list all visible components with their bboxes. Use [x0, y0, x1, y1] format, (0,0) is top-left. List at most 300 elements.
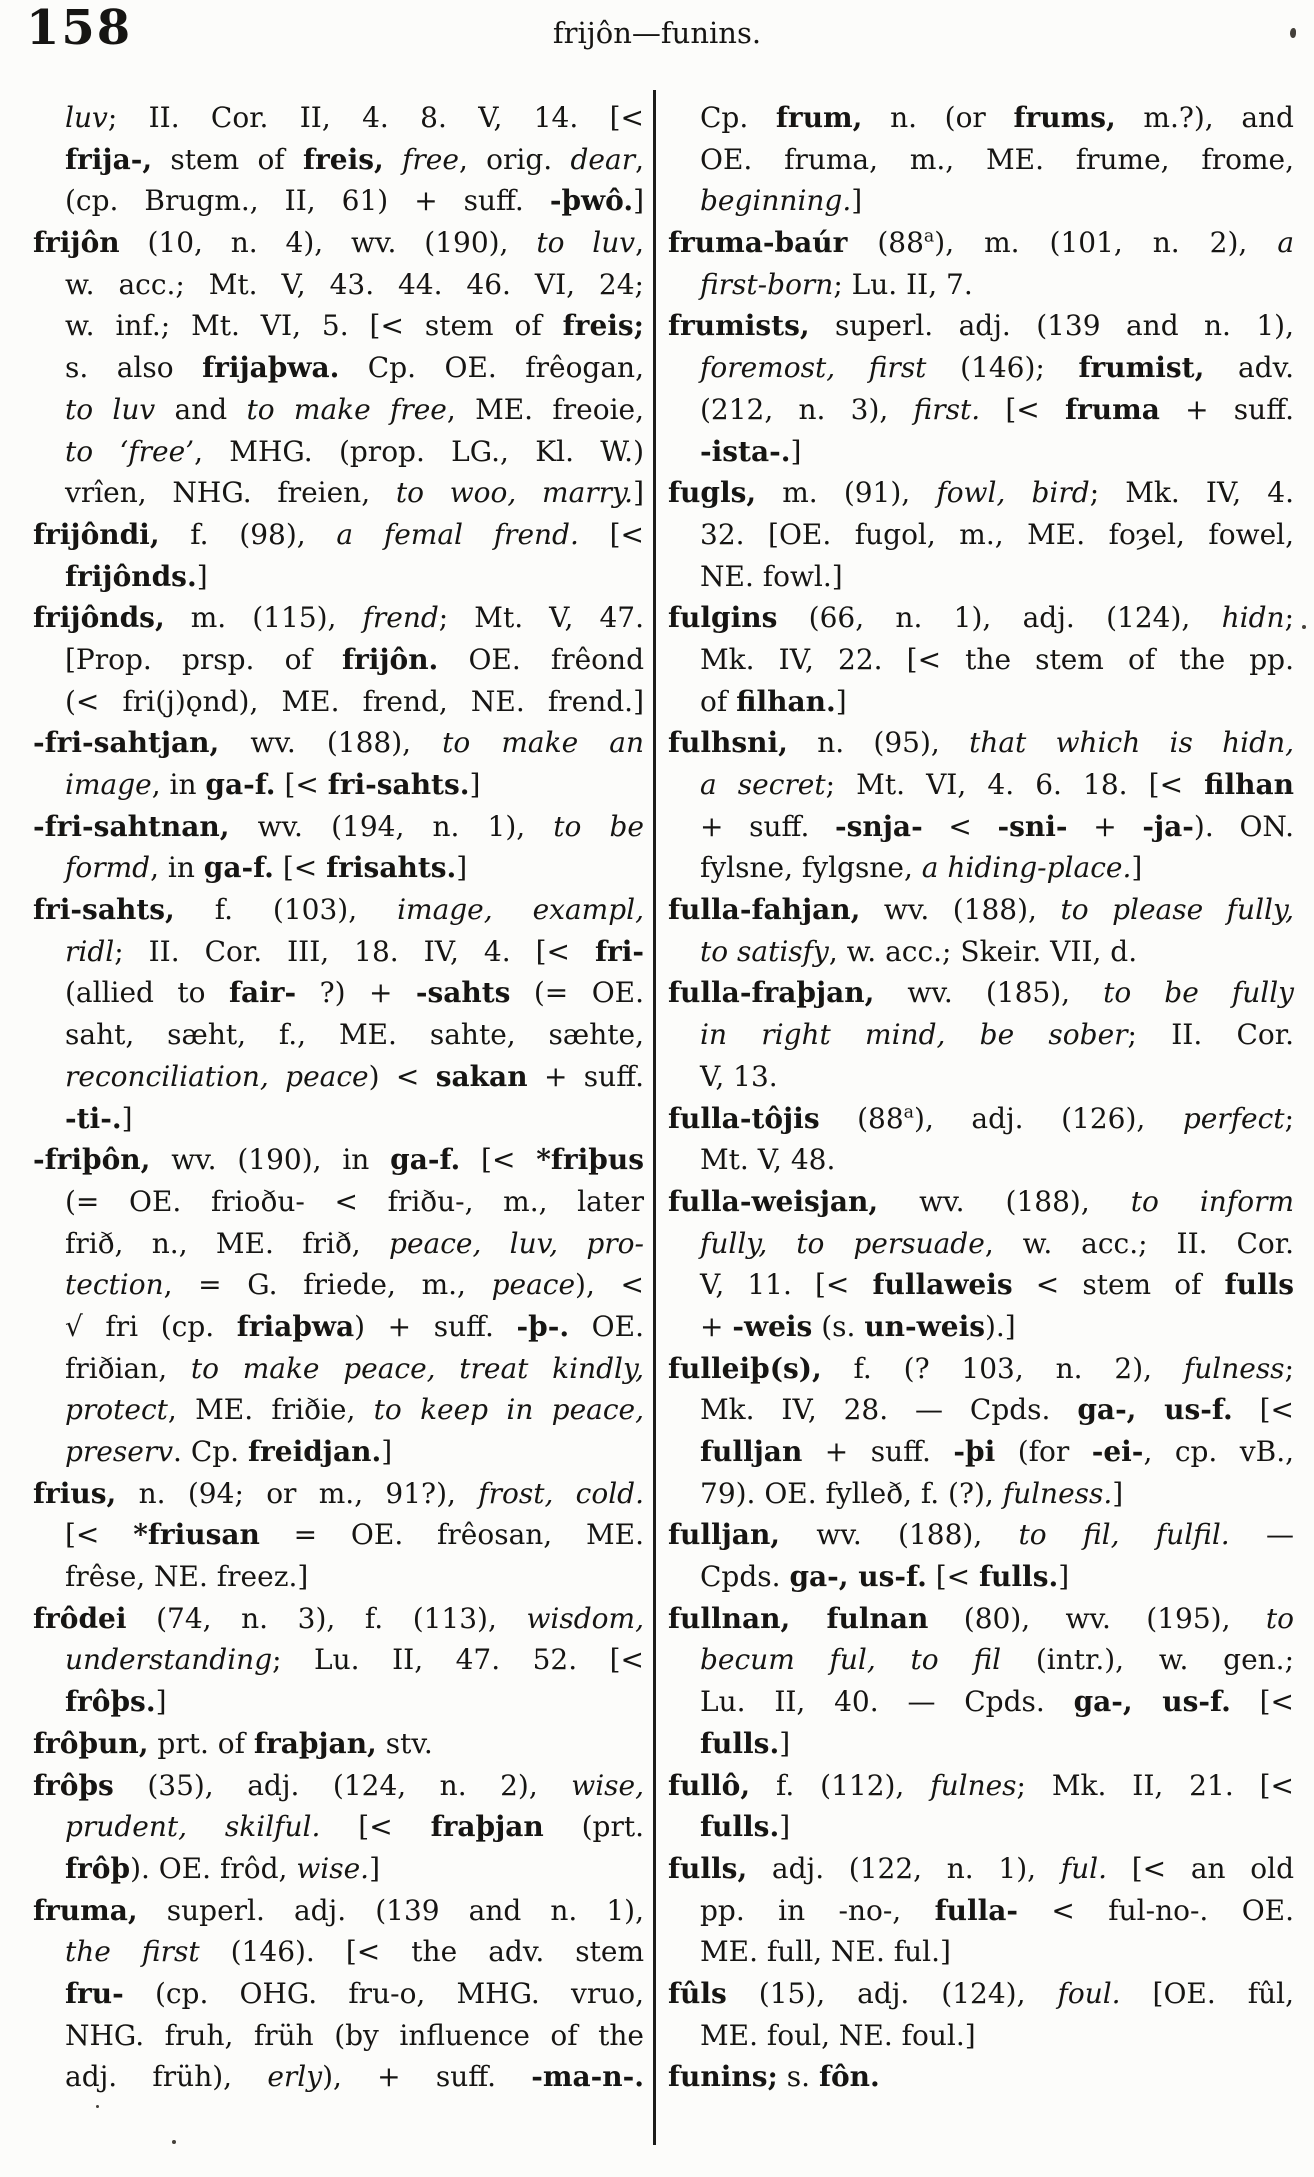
body-text: ), <	[575, 1268, 644, 1302]
body-text: ,	[635, 226, 644, 260]
dictionary-line	[668, 1473, 1294, 1515]
dictionary-line	[668, 639, 1294, 681]
body-text: Mt. V, 48.	[700, 1143, 836, 1177]
column-divider-rule	[653, 90, 656, 2145]
dictionary-line	[33, 1556, 644, 1598]
headword-or-bold-text: -ei-	[1091, 1435, 1144, 1468]
gloss-italic-text: a secret	[700, 768, 826, 801]
body-text: ), m. (101, n. 2),	[934, 226, 1278, 260]
body-text: n. (94; or m., 91?),	[116, 1476, 479, 1510]
gloss-italic-text: reconciliation, peace	[65, 1059, 369, 1093]
body-text: [<	[1232, 1393, 1294, 1427]
gloss-italic-text: fulnes	[930, 1768, 1017, 1802]
gloss-italic-text: to ‘free’	[65, 434, 195, 468]
gloss-italic-text: dear	[570, 142, 636, 176]
gloss-italic-text: to please fully,	[1060, 893, 1294, 927]
body-text: pp. in -no-,	[700, 1893, 935, 1927]
dictionary-line	[33, 472, 644, 514]
body-text: wv. (188),	[860, 893, 1061, 927]
dictionary-line	[33, 1723, 644, 1765]
body-text: ]	[779, 1726, 791, 1760]
headword-or-bold-text: fulla-tôjis	[668, 1101, 820, 1135]
headword-or-bold-text: fruma-baúr	[668, 226, 848, 260]
dictionary-line	[668, 1223, 1294, 1265]
body-text: , orig.	[458, 142, 571, 176]
headword-or-bold-text: frôþun,	[33, 1726, 149, 1760]
dictionary-line	[668, 97, 1294, 139]
body-text: wv. (188),	[878, 1184, 1131, 1218]
gloss-italic-text: image, exampl,	[397, 893, 644, 927]
body-text: [<	[320, 1810, 431, 1844]
gloss-italic-text: a hiding-place.	[921, 851, 1132, 885]
body-text: , ME. freoie,	[446, 392, 644, 426]
headword-or-bold-text: frijônds,	[33, 601, 165, 635]
headword-or-bold-text: frumists,	[668, 309, 810, 343]
gloss-italic-text: fulness	[1183, 1351, 1285, 1385]
headword-or-bold-text: -sahts	[415, 976, 511, 1010]
gloss-italic-text: wisdom,	[526, 1601, 644, 1635]
body-text: ). OE. frôd,	[130, 1851, 297, 1885]
body-text: n. (or	[862, 101, 1014, 134]
dictionary-line	[33, 1639, 644, 1681]
scan-speck	[1302, 625, 1306, 629]
headword-or-bold-text: funins;	[668, 2060, 778, 2094]
body-text: and	[155, 392, 247, 426]
body-text: (< fri(j)ǫnd), ME. frend, NE. frend.]	[65, 684, 644, 718]
body-text: ]	[121, 1101, 133, 1135]
headword-or-bold-text: fulls.	[700, 1810, 780, 1844]
dictionary-line	[668, 1014, 1294, 1056]
body-text: wv. (188),	[780, 1518, 1019, 1552]
body-text: [<	[578, 517, 644, 551]
body-text: (15), adj. (124),	[726, 1976, 1058, 2010]
gloss-italic-text: the first	[65, 1935, 200, 1969]
gloss-italic-text: to keep in peace,	[373, 1393, 644, 1427]
dictionary-line	[668, 431, 1294, 473]
body-text: (for	[995, 1435, 1092, 1468]
headword-or-bold-text: fraþjan	[430, 1810, 544, 1844]
gloss-italic-text: ful.	[1060, 1851, 1108, 1885]
gloss-italic-text: to satisfy	[700, 934, 829, 968]
gloss-italic-text: a femal frend.	[336, 517, 579, 551]
gloss-italic-text: to make free	[246, 392, 447, 426]
body-text: (212, n. 3),	[700, 392, 914, 426]
gloss-italic-text: to be	[553, 809, 644, 843]
body-text: a	[923, 226, 935, 247]
dictionary-line	[668, 472, 1294, 514]
dictionary-line	[33, 139, 644, 181]
headword-or-bold-text: fruma,	[33, 1893, 138, 1927]
headword-or-bold-text: frijôn	[33, 226, 120, 260]
body-text: wv. (185),	[874, 976, 1104, 1010]
body-text: Mk. IV, 28. — Cpds.	[700, 1393, 1078, 1427]
dictionary-line	[668, 305, 1294, 347]
headword-or-bold-text: -weis	[732, 1309, 813, 1343]
dictionary-line	[668, 931, 1294, 973]
body-text: (146);	[926, 351, 1079, 385]
dictionary-line	[668, 222, 1294, 264]
dictionary-line	[668, 1306, 1294, 1348]
body-text: (s.	[812, 1309, 865, 1343]
body-text: wv. (194, n. 1),	[229, 809, 554, 843]
body-text: fylsne, fylgsne,	[700, 851, 922, 885]
body-text: , w. acc.; II. Cor.	[984, 1226, 1295, 1260]
body-text: ; Mk. II, 21. [<	[1016, 1768, 1294, 1802]
dictionary-line	[668, 1348, 1294, 1390]
body-text: ; Mt. VI, 4. 6. 18. [<	[825, 768, 1205, 801]
dictionary-line	[668, 806, 1294, 848]
column-left	[33, 97, 644, 2098]
dictionary-line	[668, 1723, 1294, 1765]
body-text: ; Mk. IV, 4.	[1089, 476, 1295, 510]
headword-or-bold-text: fullaweis	[872, 1268, 1013, 1302]
body-text: ; II. Cor. III, 18. IV, 4. [<	[114, 934, 595, 968]
gloss-italic-text: to luv	[536, 226, 636, 260]
gloss-italic-text: to make an	[442, 726, 644, 760]
body-text: ]	[779, 1810, 791, 1844]
dictionary-line	[33, 847, 644, 889]
gloss-italic-text: to woo, marry.	[395, 476, 634, 510]
gloss-italic-text: that which is hidn,	[969, 726, 1294, 760]
body-text: , ME. friðie,	[167, 1393, 374, 1427]
dictionary-line	[668, 1848, 1294, 1890]
body-text: OE.	[569, 1309, 644, 1343]
dictionary-line	[33, 1139, 644, 1181]
body-text: 32. [OE. fugol, m., ME. foȝel, fowel,	[700, 517, 1294, 551]
headword-or-bold-text: fugls,	[668, 476, 757, 510]
gloss-italic-text: free	[402, 142, 459, 176]
dictionary-line	[668, 1931, 1294, 1973]
body-text: (146). [< the adv. stem	[199, 1935, 644, 1969]
body-text: s.	[777, 2060, 819, 2094]
headword-or-bold-text: -þi	[953, 1435, 996, 1468]
headword-or-bold-text: frumist,	[1078, 351, 1205, 385]
body-text: ; II. Cor.	[1127, 1018, 1294, 1052]
dictionary-line	[668, 1681, 1294, 1723]
gloss-italic-text: fulness.	[1002, 1476, 1113, 1510]
body-text: superl. adj. (139 and n. 1),	[809, 309, 1294, 343]
body-text: ;	[1284, 1101, 1294, 1135]
headword-or-bold-text: filhan.	[736, 684, 836, 718]
body-text: ,	[635, 142, 644, 176]
dictionary-line	[668, 681, 1294, 723]
body-text: < stem of	[1012, 1268, 1225, 1302]
gloss-italic-text: frost, cold.	[478, 1476, 644, 1510]
gloss-italic-text: wise,	[571, 1768, 644, 1802]
body-text: [<	[1230, 1685, 1294, 1719]
body-text: frið, n., ME. frið,	[65, 1226, 390, 1260]
dictionary-line	[33, 1806, 644, 1848]
headword-or-bold-text: fullnan, fulnan	[668, 1601, 929, 1635]
dictionary-line	[33, 1514, 644, 1556]
headword-or-bold-text: frijônds.	[65, 559, 197, 593]
gloss-italic-text: tection	[65, 1268, 164, 1302]
headword-or-bold-text: fulla-fraþjan,	[668, 976, 875, 1010]
body-text: [Prop. prsp. of	[65, 642, 342, 676]
dictionary-line	[668, 1514, 1294, 1556]
gloss-italic-text: peace, luv, pro-	[389, 1226, 644, 1260]
gloss-italic-text: in right mind, be sober	[700, 1018, 1128, 1052]
body-text: ]	[1131, 851, 1143, 885]
dictionary-line	[668, 139, 1294, 181]
body-text: n. (95),	[787, 726, 970, 760]
headword-or-bold-text: fri-sahts,	[33, 893, 175, 927]
body-text: ]	[1112, 1476, 1124, 1510]
headword-or-bold-text: fraþjan,	[253, 1726, 377, 1760]
dictionary-line	[33, 1973, 644, 2015]
dictionary-line	[33, 2056, 644, 2098]
dictionary-line	[33, 1890, 644, 1932]
dictionary-line	[33, 764, 644, 806]
body-text: ]	[633, 476, 644, 510]
dictionary-line	[33, 806, 644, 848]
headword-or-bold-text: frum,	[775, 101, 863, 134]
dictionary-line	[668, 597, 1294, 639]
headword-or-bold-text: freis,	[302, 142, 384, 176]
body-text: a	[903, 1102, 915, 1123]
headword-or-bold-text: ga-f.	[390, 1143, 461, 1177]
gloss-italic-text: to	[1265, 1601, 1294, 1635]
body-text: + suff.	[1159, 392, 1294, 426]
dictionary-line	[33, 1765, 644, 1807]
body-text: (= OE.	[510, 976, 644, 1010]
body-text: ]	[369, 1851, 381, 1885]
body-text: friðian,	[65, 1351, 191, 1385]
body-text: + suff.	[527, 1059, 644, 1093]
body-text: ]	[633, 184, 644, 218]
dictionary-line	[668, 556, 1294, 598]
headword-or-bold-text: frijôndi,	[33, 517, 160, 551]
headword-or-bold-text: fulla-fahjan,	[668, 893, 861, 927]
body-text: ME. full, NE. ful.]	[700, 1935, 951, 1969]
dictionary-line	[668, 1765, 1294, 1807]
body-text: ) <	[368, 1059, 436, 1093]
dictionary-line	[668, 264, 1294, 306]
dictionary-line	[668, 2015, 1294, 2057]
body-text: , w. acc.; Skeir. VII, d.	[828, 934, 1138, 968]
headword-or-bold-text: fulls.	[700, 1726, 780, 1760]
body-text: ; II. Cor. II, 4. 8. V, 14. [<	[107, 101, 644, 134]
headword-or-bold-text: ga-, us-f.	[1077, 1393, 1233, 1427]
headword-or-bold-text: frôþ	[65, 1851, 131, 1885]
gloss-italic-text: to make peace, treat kindly,	[190, 1351, 644, 1385]
dictionary-line	[668, 1389, 1294, 1431]
body-text: ]	[835, 684, 847, 718]
dictionary-line	[33, 1473, 644, 1515]
body-text: (66, n. 1), adj. (124),	[777, 601, 1222, 635]
body-text: <	[922, 809, 998, 843]
dictionary-line	[668, 1556, 1294, 1598]
dictionary-line	[668, 1056, 1294, 1098]
dictionary-line	[33, 1598, 644, 1640]
body-text: saht, sæht, f., ME. sahte, sæhte,	[65, 1018, 644, 1052]
body-text: ?) +	[296, 976, 416, 1010]
body-text: m.?), and	[1115, 101, 1294, 134]
body-text: stv.	[376, 1726, 433, 1760]
body-text: adj. früh),	[65, 2060, 268, 2094]
body-text: m. (115),	[164, 601, 363, 635]
headword-or-bold-text: fru-	[65, 1976, 124, 2010]
body-text: f. (? 103, n. 2),	[821, 1351, 1184, 1385]
gloss-italic-text: a	[1277, 226, 1295, 260]
body-text: stem of	[152, 142, 303, 176]
headword-or-bold-text: fullô,	[668, 1768, 751, 1802]
body-text: (35), adj. (124, n. 2),	[113, 1768, 572, 1802]
body-text	[384, 143, 402, 176]
headword-or-bold-text: sakan	[435, 1059, 528, 1093]
scan-speck	[96, 2105, 99, 2108]
body-text: wv. (188),	[219, 726, 443, 760]
page-number: 158	[26, 0, 133, 56]
body-text: + suff.	[802, 1435, 954, 1468]
body-text: . Cp.	[173, 1435, 248, 1468]
body-text: ), adj. (126),	[914, 1101, 1183, 1135]
body-text: wv. (190), in	[150, 1143, 391, 1177]
headword-or-bold-text: freidjan.	[247, 1435, 382, 1468]
headword-or-bold-text: fûls	[668, 1976, 727, 2010]
headword-or-bold-text: -ja-	[1142, 809, 1194, 843]
headword-or-bold-text: frôþs.	[65, 1685, 156, 1719]
body-text: ME. foul, NE. foul.]	[700, 2018, 976, 2052]
headword-or-bold-text: fulleiþ(s),	[668, 1351, 822, 1385]
headword-or-bold-text: -friþôn,	[33, 1143, 151, 1177]
dictionary-line	[33, 1098, 644, 1140]
dictionary-line	[668, 1890, 1294, 1932]
gloss-italic-text: frend	[362, 601, 439, 635]
dictionary-line	[33, 639, 644, 681]
body-text: [OE. fûl,	[1120, 1976, 1294, 2010]
dictionary-line	[33, 305, 644, 347]
scan-speck	[1290, 28, 1296, 38]
body-text: ]	[790, 434, 802, 468]
headword-or-bold-text: -sni-	[997, 809, 1068, 843]
headword-or-bold-text: fulls.	[979, 1560, 1059, 1594]
body-text: (cp. OHG. fru-o, MHG. vruo,	[123, 1976, 644, 2010]
headword-or-bold-text: -fri-sahtnan,	[33, 809, 230, 843]
gloss-italic-text: preserv	[65, 1435, 174, 1468]
body-text: (cp. Brugm., II, 61) + suff.	[65, 184, 550, 218]
headword-or-bold-text: fruma	[1064, 392, 1160, 426]
body-text: +	[700, 1309, 733, 1343]
headword-or-bold-text: filhan	[1204, 768, 1294, 801]
body-text: of	[700, 684, 737, 718]
running-title: frijôn—funins.	[552, 16, 762, 50]
gloss-italic-text: ridl	[65, 934, 115, 968]
body-text: vrîen, NHG. freien,	[65, 476, 396, 510]
dictionary-line	[33, 597, 644, 639]
body-text: ]	[381, 1435, 393, 1468]
dictionary-line	[33, 1848, 644, 1890]
headword-or-bold-text: frijaþwa.	[202, 351, 340, 385]
headword-or-bold-text: fulls	[1224, 1268, 1294, 1302]
headword-or-bold-text: fôn.	[818, 2060, 880, 2094]
body-text: adv.	[1204, 351, 1295, 385]
headword-or-bold-text: frijôn.	[341, 642, 439, 676]
gloss-italic-text: erly	[267, 2060, 323, 2094]
headword-or-bold-text: ga-f.	[203, 851, 274, 885]
body-text: Cp.	[700, 101, 776, 134]
headword-or-bold-text: frius,	[33, 1476, 117, 1510]
gloss-italic-text: formd	[65, 851, 151, 885]
headword-or-bold-text: frôþs	[33, 1768, 114, 1802]
body-text: , cp. vB.,	[1143, 1435, 1294, 1468]
body-text: ]	[196, 559, 208, 593]
dictionary-line	[33, 931, 644, 973]
body-text: ; Lu. II, 7.	[833, 267, 973, 301]
gloss-italic-text: beginning.	[700, 184, 852, 218]
gloss-italic-text: first.	[913, 392, 981, 426]
headword-or-bold-text: frôdei	[33, 1601, 127, 1635]
dictionary-line	[668, 1181, 1294, 1223]
body-text: (intr.), w. gen.;	[1001, 1643, 1294, 1677]
headword-or-bold-text: freis;	[562, 309, 644, 343]
headword-or-bold-text: ga-, us-f.	[1073, 1685, 1231, 1719]
body-text: (74, n. 3), f. (113),	[126, 1601, 527, 1635]
headword-or-bold-text: frija-,	[65, 142, 153, 176]
body-text: (80), wv. (195),	[928, 1601, 1266, 1635]
body-text: adj. (122, n. 1),	[747, 1851, 1061, 1885]
body-text: NE. fowl.]	[700, 559, 843, 593]
headword-or-bold-text: fulgins	[668, 601, 778, 635]
body-text: , MHG. (prop. LG., Kl. W.)	[194, 434, 645, 468]
dictionary-line	[33, 1264, 644, 1306]
dictionary-line	[33, 514, 644, 556]
headword-or-bold-text: fulhsni,	[668, 726, 788, 760]
body-text: f. (98),	[159, 517, 337, 551]
gloss-italic-text: to be fully	[1103, 976, 1294, 1010]
headword-or-bold-text: ga-f.	[205, 768, 276, 801]
dictionary-line	[33, 1931, 644, 1973]
dictionary-line	[33, 264, 644, 306]
body-text: √ fri (cp.	[65, 1309, 237, 1343]
body-text: w. inf.; Mt. VI, 5. [< stem of	[65, 309, 563, 343]
body-text: Cp. OE. frêogan,	[339, 351, 644, 385]
dictionary-line	[668, 1973, 1294, 2015]
dictionary-line	[33, 681, 644, 723]
gloss-italic-text: peace	[491, 1268, 576, 1302]
body-text: [<	[275, 768, 328, 801]
headword-or-bold-text: un-weis	[864, 1309, 985, 1343]
body-text: ]	[1058, 1560, 1070, 1594]
body-text: Mk. IV, 22. [< the stem of the pp.	[700, 642, 1294, 676]
body-text: NHG. fruh, früh (by influence of the	[65, 2018, 644, 2052]
headword-or-bold-text: -ista-.	[700, 434, 791, 468]
dictionary-line	[33, 1014, 644, 1056]
gloss-italic-text: fowl, bird	[936, 476, 1090, 510]
body-text: Cpds.	[700, 1560, 790, 1594]
dictionary-line	[33, 180, 644, 222]
dictionary-line	[33, 431, 644, 473]
dictionary-line	[668, 1098, 1294, 1140]
headword-or-bold-text: fri-	[594, 934, 644, 968]
body-text: ;	[1284, 601, 1294, 635]
body-text: (88	[847, 226, 924, 260]
headword-or-bold-text: frums,	[1013, 101, 1116, 134]
dictionary-line	[33, 2015, 644, 2057]
scan-speck	[172, 2140, 176, 2144]
dictionary-line	[33, 889, 644, 931]
body-text: f. (112),	[750, 1768, 931, 1802]
gloss-italic-text: becum ful, to fil	[700, 1643, 1002, 1677]
headword-or-bold-text: -snja-	[835, 809, 923, 843]
gloss-italic-text: image	[65, 768, 152, 801]
headword-or-bold-text: fair-	[228, 976, 297, 1010]
body-text: ;	[1284, 1351, 1294, 1385]
gloss-italic-text: understanding	[65, 1643, 273, 1677]
gloss-italic-text: protect	[65, 1393, 168, 1427]
body-text: ). ON.	[1193, 809, 1295, 843]
body-text: , = G. friede, m.,	[163, 1268, 492, 1302]
